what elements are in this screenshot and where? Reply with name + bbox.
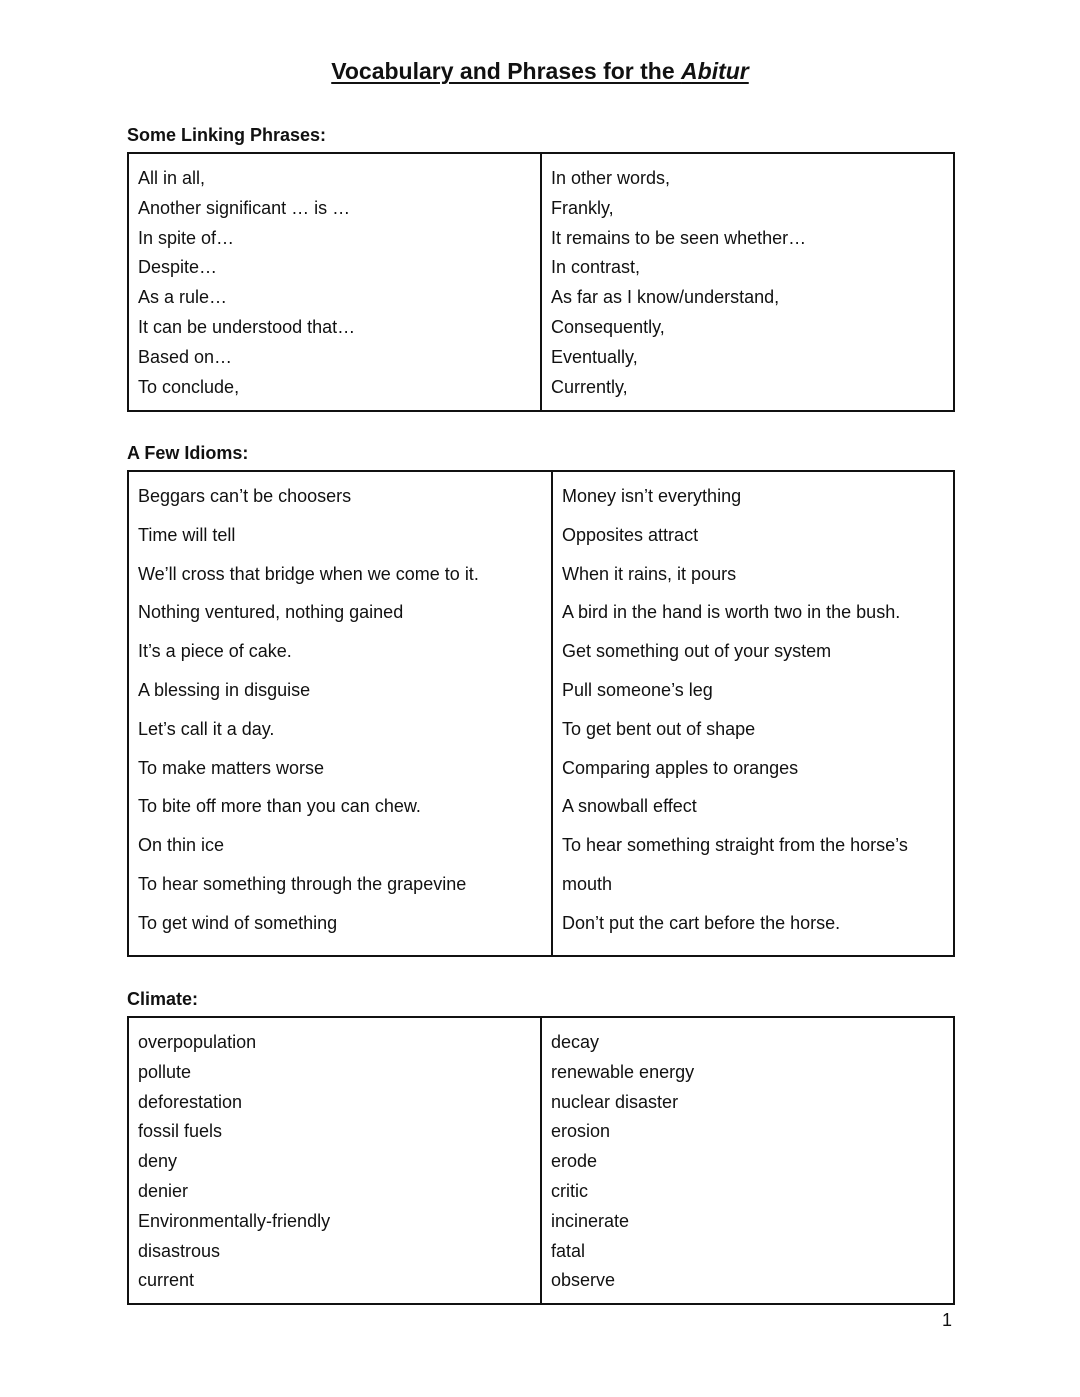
list-item: fatal bbox=[551, 1240, 586, 1261]
list-item: pollute bbox=[138, 1061, 192, 1082]
list-item: Beggars can’t be choosers bbox=[138, 486, 352, 506]
list-item: To hear something straight from the horse’s bbox=[562, 835, 908, 856]
list-item: Comparing apples to oranges bbox=[562, 757, 799, 778]
list-item: As far as I know/understand, bbox=[551, 287, 780, 308]
linking-table bbox=[127, 152, 955, 412]
list-item: current bbox=[138, 1270, 195, 1291]
list-item: As a rule… bbox=[138, 287, 228, 308]
list-item: Pull someone’s leg bbox=[562, 679, 713, 700]
page-number: 1 bbox=[942, 1310, 953, 1330]
climate-right-column bbox=[542, 1018, 953, 1303]
list-item: In spite of… bbox=[138, 227, 235, 248]
list-item: incinerate bbox=[551, 1210, 630, 1231]
list-item: Money isn’t everything bbox=[562, 486, 742, 506]
list-item: deforestation bbox=[138, 1091, 243, 1112]
list-item: disastrous bbox=[138, 1240, 221, 1261]
list-item: Despite… bbox=[138, 257, 218, 278]
list-item: Environmentally-friendly bbox=[138, 1210, 331, 1231]
list-item: Nothing ventured, nothing gained bbox=[138, 602, 404, 623]
list-item: All in all, bbox=[138, 168, 206, 188]
list-item: To conclude, bbox=[138, 376, 240, 397]
list-item: Opposites attract bbox=[562, 524, 699, 545]
title-emphasis: Abitur bbox=[681, 58, 749, 84]
list-item: We’ll cross that bridge when we come to it. bbox=[138, 563, 479, 584]
list-item: A snowball effect bbox=[562, 796, 697, 817]
list-item: renewable energy bbox=[551, 1061, 695, 1082]
list-item: In other words, bbox=[551, 168, 671, 188]
list-item: It’s a piece of cake. bbox=[138, 641, 292, 662]
idioms-right-column bbox=[553, 472, 953, 955]
list-item: Eventually, bbox=[551, 346, 638, 367]
title-prefix: Vocabulary and Phrases for the bbox=[331, 58, 682, 84]
list-item: It remains to be seen whether… bbox=[551, 227, 807, 248]
list-item: overpopulation bbox=[138, 1032, 257, 1052]
climate-left-column bbox=[129, 1018, 542, 1303]
list-item: A bird in the hand is worth two in the bush. bbox=[562, 602, 901, 623]
list-item: fossil fuels bbox=[138, 1121, 223, 1142]
climate-table bbox=[127, 1016, 955, 1305]
list-item: decay bbox=[551, 1032, 600, 1052]
list-item: mouth bbox=[562, 873, 613, 894]
list-item: deny bbox=[138, 1151, 178, 1172]
list-item: A blessing in disguise bbox=[138, 679, 311, 700]
list-item: To make matters worse bbox=[138, 757, 325, 778]
page-title bbox=[0, 58, 1080, 85]
list-item: Get something out of your system bbox=[562, 641, 832, 662]
list-item: Another significant … is … bbox=[138, 197, 351, 218]
list-item: critic bbox=[551, 1180, 588, 1201]
list-item: erode bbox=[551, 1151, 598, 1172]
list-item: Time will tell bbox=[138, 524, 236, 545]
list-item: Frankly, bbox=[551, 197, 614, 218]
list-item: It can be understood that… bbox=[138, 316, 356, 337]
idioms-heading: A Few Idioms: bbox=[127, 443, 249, 463]
list-item: In contrast, bbox=[551, 257, 641, 278]
linking-right-column bbox=[542, 154, 953, 410]
list-item: To get bent out of shape bbox=[562, 718, 756, 739]
list-item: On thin ice bbox=[138, 835, 225, 856]
linking-left-column bbox=[129, 154, 542, 410]
list-item: To bite off more than you can chew. bbox=[138, 796, 421, 817]
list-item: erosion bbox=[551, 1121, 611, 1142]
list-item: Based on… bbox=[138, 346, 233, 367]
list-item: Don’t put the cart before the horse. bbox=[562, 912, 841, 933]
list-item: denier bbox=[138, 1180, 189, 1201]
climate-heading: Climate: bbox=[127, 989, 199, 1009]
list-item: Consequently, bbox=[551, 316, 665, 337]
list-item: When it rains, it pours bbox=[562, 563, 737, 584]
list-item: observe bbox=[551, 1270, 616, 1291]
linking-heading: Some Linking Phrases: bbox=[127, 125, 327, 145]
idioms-left-column bbox=[129, 472, 553, 955]
idioms-table bbox=[127, 470, 955, 957]
list-item: nuclear disaster bbox=[551, 1091, 679, 1112]
list-item: To hear something through the grapevine bbox=[138, 873, 467, 894]
list-item: Let’s call it a day. bbox=[138, 718, 275, 739]
list-item: Currently, bbox=[551, 376, 628, 397]
list-item: To get wind of something bbox=[138, 912, 338, 933]
